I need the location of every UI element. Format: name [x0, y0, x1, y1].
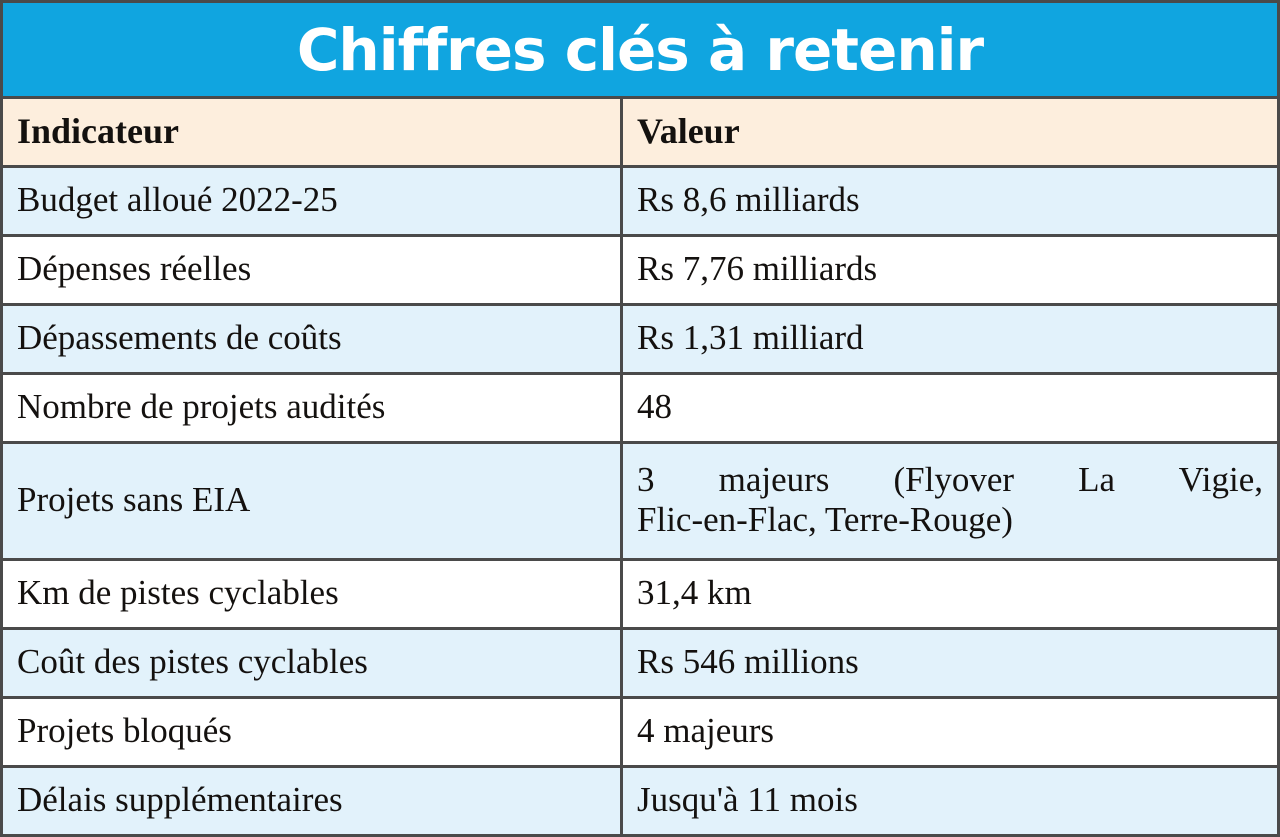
cell-value: 31,4 km: [637, 573, 752, 613]
table-header-row: [0, 96, 1280, 168]
cell-value: [623, 444, 1277, 558]
cell-value: 48: [637, 387, 672, 427]
cell-indicator: Projets bloqués: [3, 699, 623, 765]
cell-indicator: Nombre de projets audités: [3, 375, 623, 441]
cell-indicator: Budget alloué 2022-25: [3, 168, 623, 234]
table-row: [0, 375, 1280, 444]
table-row: [0, 306, 1280, 375]
cell-indicator: Dépassements de coûts: [3, 306, 623, 372]
table-row: [0, 561, 1280, 630]
cell-indicator: Km de pistes cyclables: [3, 561, 623, 627]
column-header-indicator: Indicateur: [3, 99, 623, 165]
table-row: [0, 768, 1280, 837]
cell-value: Jusqu'à 11 mois: [637, 780, 858, 820]
cell-value: Rs 1,31 milliard: [637, 318, 864, 358]
table-row: [0, 168, 1280, 237]
cell-value: Rs 7,76 milliards: [637, 249, 878, 289]
cell-value: Rs 8,6 milliards: [637, 180, 860, 220]
table-row: [0, 699, 1280, 768]
cell-indicator: Dépenses réelles: [3, 237, 623, 303]
cell-value-line-1: 3 majeurs (Flyover La Vigie,: [637, 460, 1263, 499]
cell-value: 4 majeurs: [637, 711, 775, 751]
table-row: [0, 630, 1280, 699]
cell-indicator: Coût des pistes cyclables: [3, 630, 623, 696]
cell-value: Rs 546 millions: [637, 642, 859, 682]
table-row: [0, 444, 1280, 561]
table-title-bar: [0, 0, 1280, 96]
cell-value-line-2: Flic-en-Flac, Terre-Rouge): [637, 499, 1013, 539]
cell-indicator: Délais supplémentaires: [3, 768, 623, 834]
page-title: Chiffres clés à retenir: [296, 15, 984, 84]
column-header-value: Valeur: [637, 110, 740, 151]
cell-indicator: Projets sans EIA: [3, 444, 623, 558]
table-row: [0, 237, 1280, 306]
